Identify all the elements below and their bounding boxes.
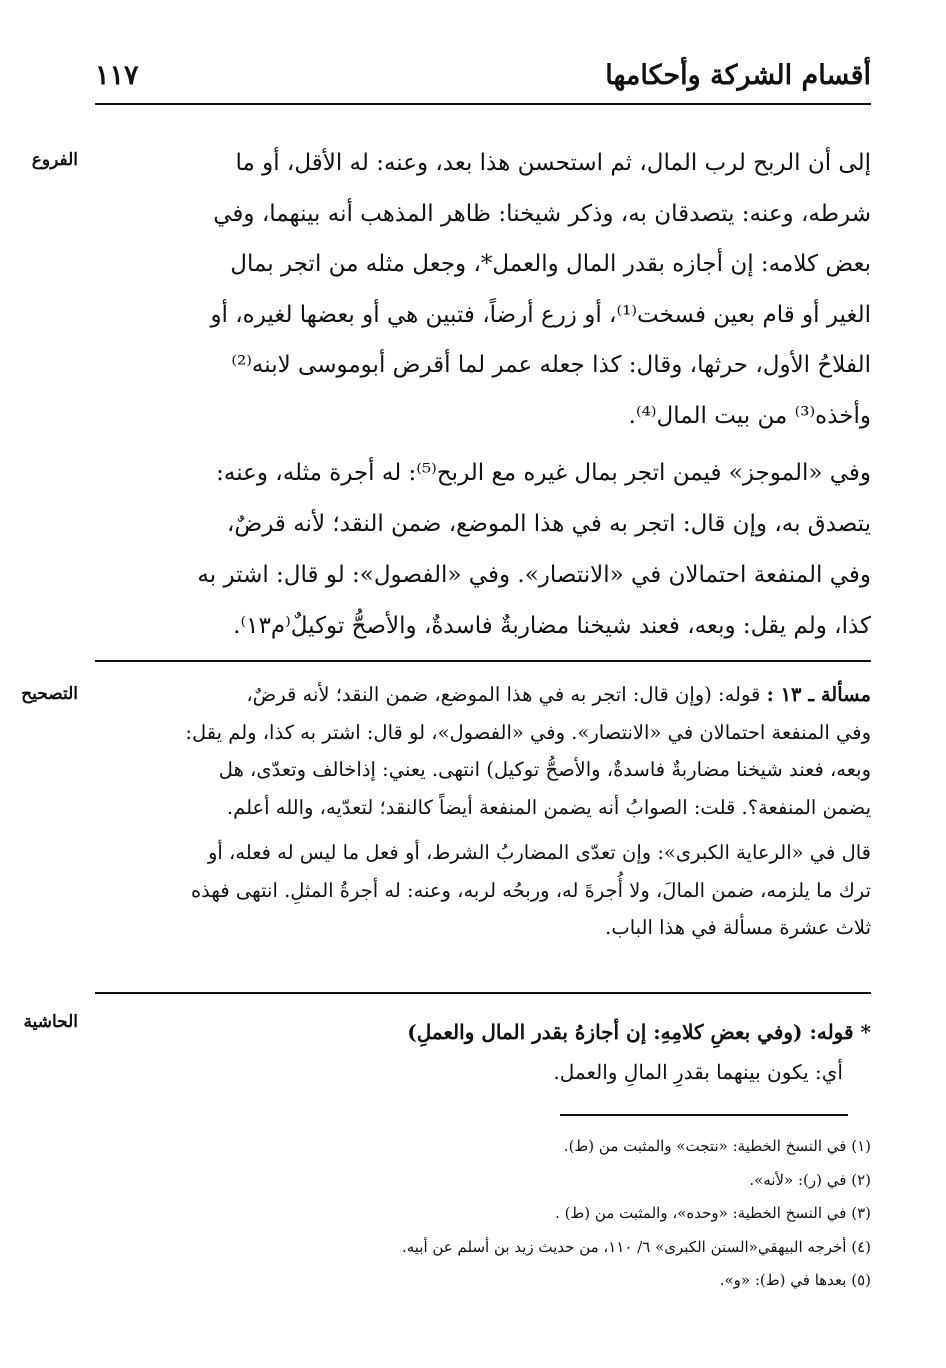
running-header <box>95 60 871 100</box>
footnote-item: (١) في النسخ الخطية: «نتجت» والمثبت من (ط). <box>563 1137 871 1155</box>
main-text-line: وفي المنفعة احتمالان في «الانتصار». وفي «الفصول»: لو قال: اشتر به <box>197 562 871 588</box>
margin-label-furu: الفروع <box>31 150 78 170</box>
footnote-item: (٣) في النسخ الخطية: «وحده»، والمثبت من (ط) . <box>555 1204 871 1222</box>
header-title: أقسام الشركة وأحكامها <box>605 60 871 91</box>
section-divider <box>95 660 871 662</box>
tashih-line: وفي المنفعة احتمالان في «الانتصار». وفي «الفصول»، لو قال: اشتر به كذا، ولم يقل: <box>185 720 871 744</box>
footnote-item: (٤) أخرجه البيهقي«السنن الكبرى» ٦/ ١١٠، من حديث زيد بن أسلم عن أبيه. <box>401 1237 871 1256</box>
hashiya-heading: * قوله: (وفي بعضِ كلامِهِ: إن أجازهُ بقدر المال والعملِ) <box>407 1020 871 1044</box>
main-text-line: الفلاحُ الأول، حرثها، وقال: كذا جعله عمر لما أقرض أبوموسى لابنه⁽²⁾ <box>231 352 871 378</box>
tashih-line: يضمن المنفعة؟. قلت: الصوابُ أنه يضمن المنفعة أيضاً كالنقد؛ لتعدّيه، والله أعلم. <box>226 795 871 819</box>
section-divider <box>95 992 871 994</box>
tashih-first-line: قوله: (وإن قال: اتجر به في هذا الموضع، ضمن النقد؛ لأنه قرضٌ، <box>246 683 761 706</box>
hashiya-body: أي: يكون بينهما بقدرِ المالِ والعمل. <box>553 1060 843 1084</box>
tashih-line: ترك ما يلزمه، ضمن المالَ، ولا أُجرةَ له، وربحُه لربه، وعنه: له أجرةُ المثلِ. انتهى فهذه <box>190 878 871 902</box>
footnote-rule <box>560 1114 848 1116</box>
main-text-line: كذا، ولم يقل: وبعه، فعند شيخنا مضاربةٌ فاسدةٌ، والأصحُّ توكيلٌ⁽م١٣⁾. <box>233 613 871 639</box>
tashih-line <box>95 676 871 714</box>
footnote-item: (٢) في (ر): «لأنه». <box>749 1170 871 1189</box>
margin-label-tashih: التصحيح <box>21 684 78 704</box>
main-text-line: الغير أو قام بعين فسخت⁽¹⁾، أو زرع أرضاً، فتبين هي أو بعضها لغيره، أو <box>210 301 871 328</box>
header-rule <box>95 103 871 105</box>
margin-label-hashiya: الحاشية <box>23 1012 78 1032</box>
hashiya-block <box>95 1012 871 1092</box>
main-text-line: وأخذه⁽³⁾ من بيت المال⁽⁴⁾. <box>628 402 871 429</box>
tashih-heading: مسألة ـ ١٣ : <box>766 683 871 706</box>
footnote-item: (٥) بعدها في (ط): «و». <box>719 1271 871 1289</box>
main-text-line: شرطه، وعنه: يتصدقان به، وذكر شيخنا: ظاهر المذهب أنه بينهما، وفي <box>213 200 871 227</box>
main-text-block <box>95 138 871 441</box>
main-text-line: يتصدق به، وإن قال: اتجر به في هذا الموضع، ضمن النقد؛ لأنه قرضٌ، <box>227 511 871 537</box>
tashih-line: ثلاث عشرة مسألة في هذا الباب. <box>605 916 871 939</box>
main-text-line: بعض كلامه: إن أجازه بقدر المال والعمل*، وجعل مثله من اتجر بمال <box>230 251 871 277</box>
main-text-line: وفي «الموجز» فيمن اتجر بمال غيره مع الربح⁽⁵⁾: له أجرة مثله، وعنه: <box>216 460 871 486</box>
tashih-line: قال في «الرعاية الكبرى»: وإن تعدّى المضاربُ الشرط، أو فعل ما ليس له فعله، أو <box>208 841 871 864</box>
main-text-line: إلى أن الربح لرب المال، ثم استحسن هذا بعد، وعنه: له الأقل، أو ما <box>235 150 871 176</box>
main-text-paragraph-2 <box>95 448 871 652</box>
footnotes <box>95 1130 871 1298</box>
tashih-line: وبعه، فعند شيخنا مضاربةٌ فاسدةٌ، والأصحُّ توكيل) انتهى. يعني: إذاخالف وتعدّى، هل <box>218 758 871 781</box>
page-number: ١١٧ <box>95 60 139 91</box>
tashih-block <box>95 676 871 947</box>
